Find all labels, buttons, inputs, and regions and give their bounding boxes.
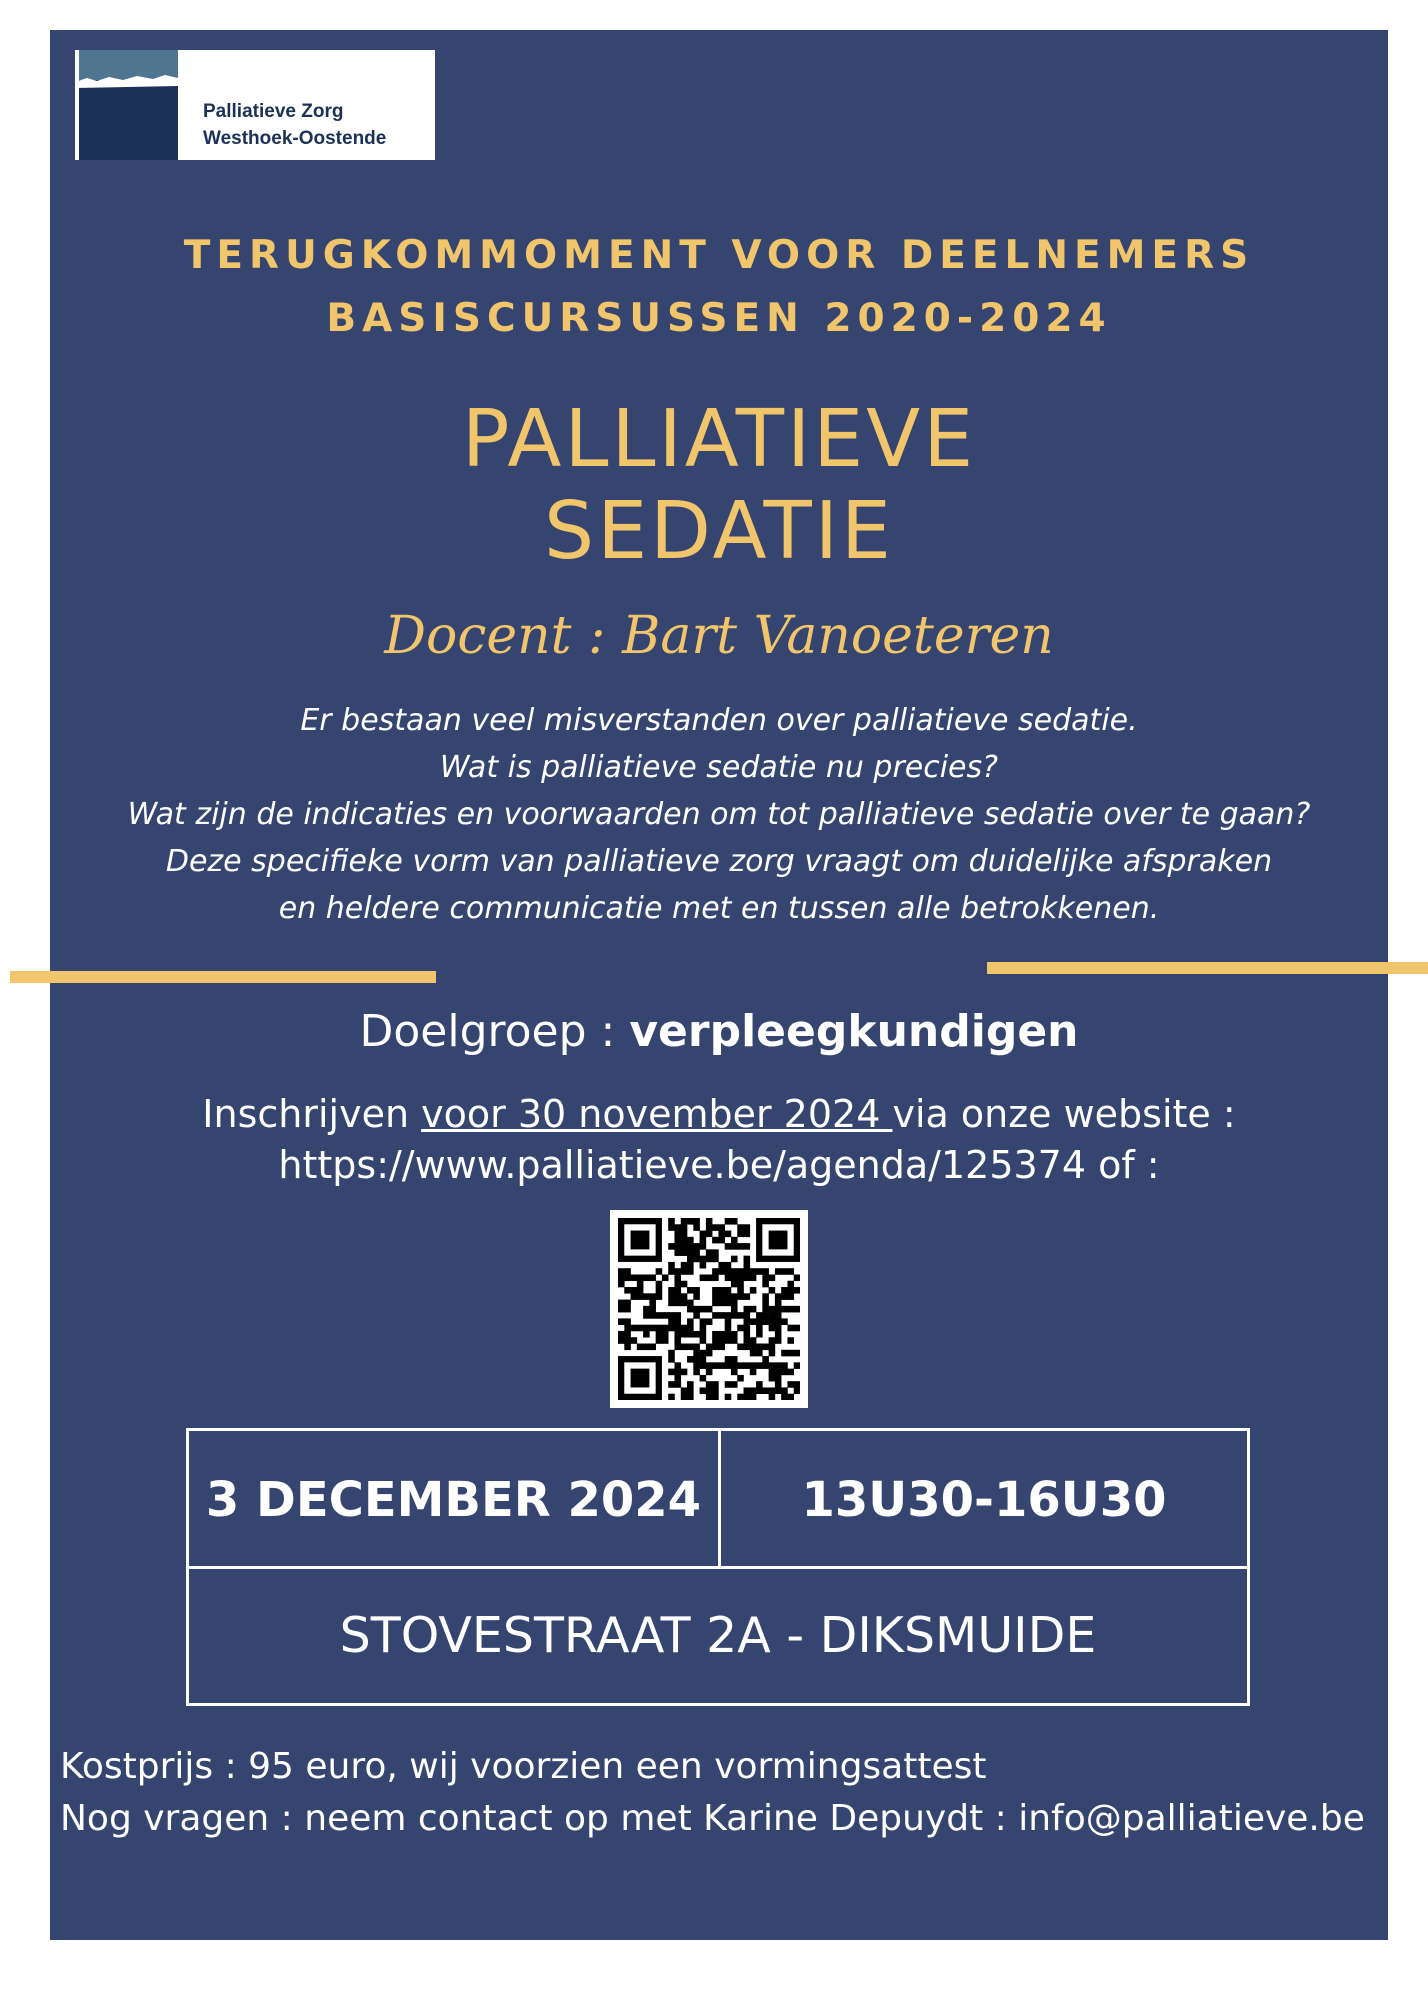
footer-info [60, 1741, 1365, 1845]
event-time: 13U30-16U30 [721, 1431, 1247, 1569]
intro-line: Deze specifieke vorm van palliatieve zorg vraagt om duidelijke afspraken [165, 844, 1273, 879]
intro-line: Wat is palliatieve sedatie nu precies? [439, 750, 999, 785]
qr-code-icon[interactable] [610, 1210, 808, 1408]
registration-info [50, 1089, 1388, 1191]
intro-line: Wat zijn de indicaties en voorwaarden om tot palliatieve sedatie over te gaan? [127, 797, 1311, 832]
logo-line-1: Palliatieve Zorg [203, 101, 344, 122]
event-heading [50, 224, 1388, 350]
event-details-table [186, 1428, 1250, 1706]
registration-url[interactable]: https://www.palliatieve.be/agenda/125374 of : [278, 1143, 1160, 1187]
heading-line-1: TERUGKOMMOMENT VOOR DEELNEMERS [183, 233, 1255, 278]
docent-name: Docent : Bart Vanoeteren [384, 606, 1054, 666]
title-line-2: SEDATIE [544, 485, 894, 577]
price-info: Kostprijs : 95 euro, wij voorzien een vormingsattest [60, 1746, 987, 1787]
decorative-stripe-right [987, 962, 1428, 974]
registration-suffix: via onze website : [892, 1092, 1236, 1136]
registration-deadline: voor 30 november 2024 [421, 1092, 893, 1136]
heading-line-2: BASISCURSUSSEN 2020-2024 [326, 296, 1112, 341]
decorative-stripe-left [10, 971, 436, 983]
target-label: Doelgroep : [359, 1006, 630, 1057]
registration-prefix: Inschrijven [202, 1092, 422, 1136]
event-location: STOVESTRAAT 2A - DIKSMUIDE [339, 1607, 1097, 1664]
intro-line: en heldere communicatie met en tussen alle betrokkenen. [278, 891, 1160, 926]
title-line-1: PALLIATIEVE [461, 393, 977, 485]
event-date: 3 DECEMBER 2024 [189, 1431, 721, 1569]
contact-info[interactable]: Nog vragen : neem contact op met Karine Depuydt : info@palliatieve.be [60, 1798, 1365, 1839]
organization-logo [75, 50, 435, 160]
target-value: verpleegkundigen [629, 1006, 1079, 1057]
logo-line-2: Westhoek-Oostende [203, 128, 387, 149]
intro-text [50, 697, 1388, 932]
landscape-logo-icon [75, 50, 178, 160]
intro-line: Er bestaan veel misverstanden over palliatieve sedatie. [300, 703, 1138, 738]
target-group [50, 1002, 1388, 1062]
course-title [50, 393, 1388, 577]
